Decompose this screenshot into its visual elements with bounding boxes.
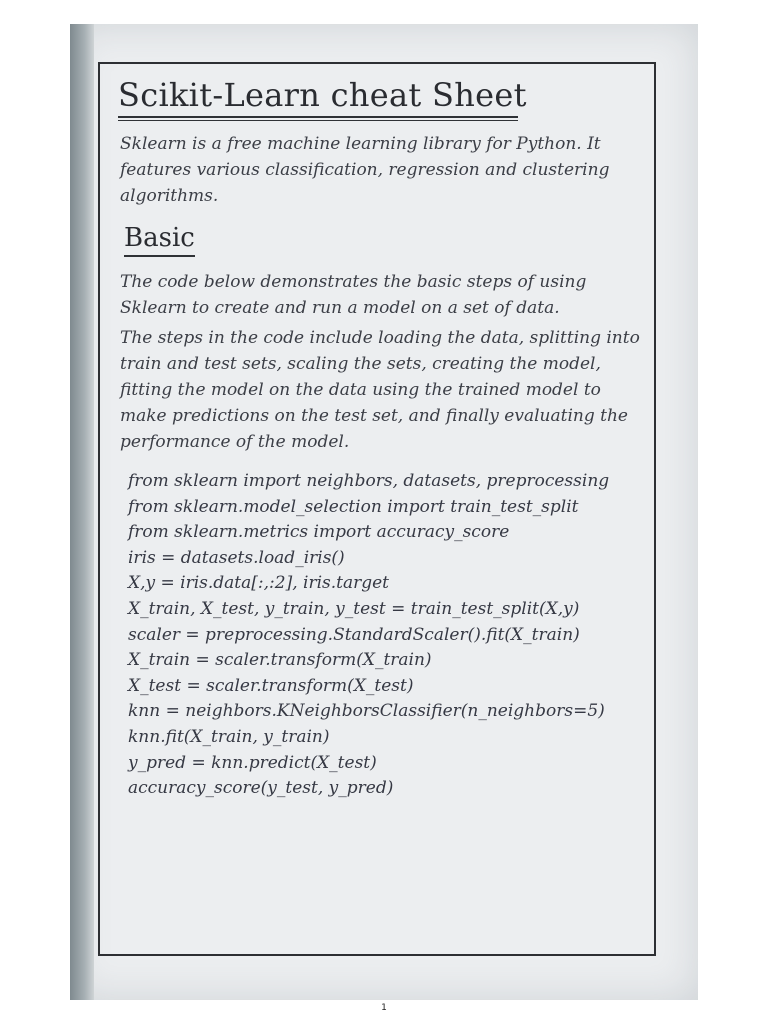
code-line: accuracy_score(y_test, y_pred) <box>128 778 394 799</box>
intro-paragraph: Sklearn is a free machine learning library for Python. It features various classification, regression and clustering algorithms. <box>120 134 610 206</box>
code-line: scaler = preprocessing.StandardScaler().fit(X_train) <box>128 624 580 645</box>
title-underline <box>118 116 518 121</box>
code-line: from sklearn.metrics import accuracy_score <box>128 522 510 543</box>
page-number: 1 <box>381 1003 387 1013</box>
notebook-binding <box>70 24 94 1000</box>
basic-paragraph-2: The steps in the code include loading the data, splitting into train and test sets, scaling the sets, creating the model, fitting the model on the data using the trained model to make predictions on the test set, and finally evaluating the performance of the model. <box>120 328 640 452</box>
code-line: X_train, X_test, y_train, y_test = train_test_split(X,y) <box>128 598 580 619</box>
code-line: y_pred = knn.predict(X_test) <box>128 752 377 773</box>
code-line: knn.fit(X_train, y_train) <box>128 726 330 747</box>
code-line: X_train = scaler.transform(X_train) <box>128 650 432 671</box>
section-heading-basic: Basic <box>124 221 195 257</box>
page-title: Scikit-Learn cheat Sheet <box>118 76 527 114</box>
code-line: X,y = iris.data[:,:2], iris.target <box>128 573 390 594</box>
code-line: from sklearn import neighbors, datasets, preprocessing <box>128 471 610 491</box>
code-line: from sklearn.model_selection import train_test_split <box>128 496 579 517</box>
code-line: iris = datasets.load_iris() <box>128 547 345 568</box>
basic-paragraph-1: The code below demonstrates the basic steps of using Sklearn to create and run a model on a set of data. <box>120 272 587 318</box>
cheat-sheet-content <box>116 72 646 802</box>
code-line: X_test = scaler.transform(X_test) <box>128 675 414 696</box>
code-line: knn = neighbors.KNeighborsClassifier(n_neighbors=5) <box>128 701 605 722</box>
code-block <box>128 469 646 802</box>
